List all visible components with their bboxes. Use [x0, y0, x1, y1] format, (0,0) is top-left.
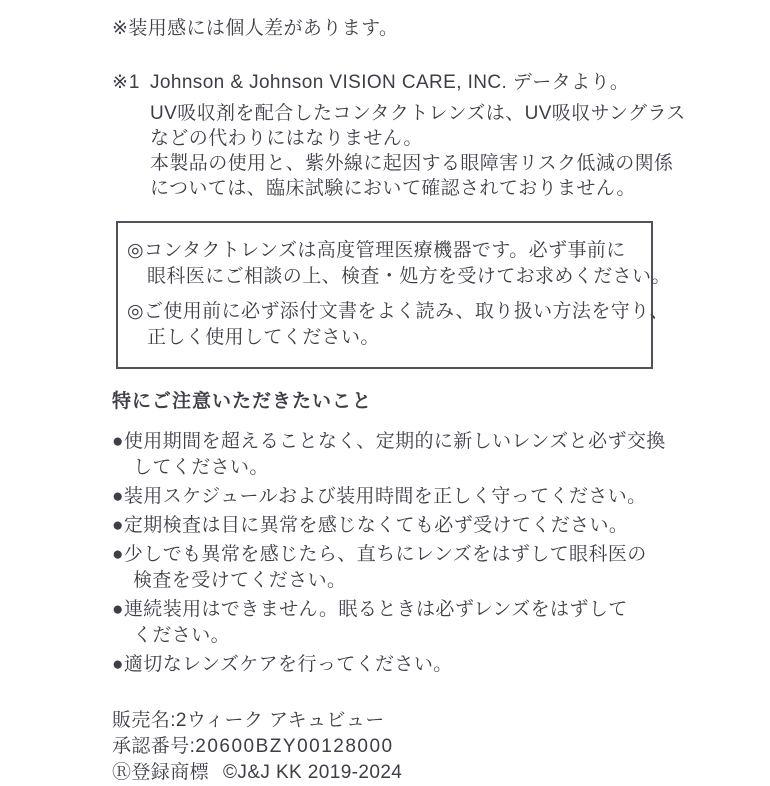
list-item: [112, 652, 672, 678]
double-circle-icon: ◎: [127, 301, 144, 322]
fit-variance-note: [112, 16, 672, 41]
uv-note-line-3: などの代わりにはなりません。: [150, 128, 423, 149]
uv-note-line-5: については、臨床試験において確認されておりません。: [150, 178, 636, 199]
list-item: [112, 513, 672, 539]
notice-item-2-line-2: 正しく使用してください。: [147, 327, 380, 348]
copyright-text: J&J KK 2019-2024: [237, 762, 403, 783]
caution-6-line-1: [112, 652, 672, 678]
double-circle-icon: ◎: [127, 240, 144, 261]
notice-item-1-line-1: [127, 238, 643, 264]
notice-item-1-text: コンタクトレンズは高度管理医療機器です。必ず事前に: [143, 240, 626, 261]
notice-box-item-2: [127, 299, 669, 351]
disclaimer-document: [112, 16, 686, 786]
product-name-value: 2ウィーク アキュビュー: [175, 710, 385, 731]
reference-mark: ※: [112, 18, 129, 39]
uv-note-line-4: 本製品の使用と、紫外線に起因する眼障害リスク低減の関係: [150, 153, 674, 174]
caution-1-line-2: してください。: [133, 457, 269, 478]
product-name-label: 販売名:: [112, 710, 176, 731]
caution-3-text: 定期検査は目に異常を感じなくても必ず受けてください。: [123, 515, 629, 536]
list-item: [112, 542, 672, 594]
uv-data-note: [112, 70, 686, 201]
cautions-heading: 特にご注意いただきたいこと: [112, 391, 373, 412]
bullet-icon: ●: [112, 486, 124, 507]
cautions-list: [112, 429, 672, 678]
caution-2-text: 装用スケジュールおよび装用時間を正しく守ってください。: [123, 486, 647, 507]
bullet-icon: ●: [112, 599, 124, 620]
medical-device-notice-box: [116, 221, 671, 369]
approval-number-line: [112, 734, 672, 760]
product-name-line: [112, 708, 672, 734]
caution-5-text: 連続装用はできません。眠るときは必ずレンズをはずして: [123, 599, 628, 620]
list-item: [112, 429, 672, 481]
approval-number-value: 20600BZY00128000: [195, 736, 394, 757]
caution-1-text: 使用期間を超えることなく、定期的に新しいレンズと必ず交換: [123, 431, 666, 452]
trademark-line: [112, 760, 672, 786]
bullet-icon: ●: [112, 544, 124, 565]
registered-trademark-text: 登録商標: [131, 762, 210, 783]
uv-note-source-text: Johnson & Johnson VISION CARE, INC. データより。: [150, 72, 630, 93]
caution-4-line-1: [112, 542, 672, 568]
caution-5-line-2: ください。: [133, 625, 231, 646]
uv-note-line-2: UV吸収剤を配合したコンタクトレンズは、UV吸収サングラス: [150, 103, 686, 124]
caution-5-line-1: [112, 597, 672, 623]
fit-variance-note-text: 装用感には個人差があります。: [128, 18, 399, 39]
caution-2-line-1: [112, 484, 672, 510]
uv-note-line-1: [112, 70, 672, 95]
bullet-icon: ●: [112, 431, 124, 452]
caution-6-text: 適切なレンズケアを行ってください。: [123, 654, 453, 675]
notice-item-2-line-1: [127, 299, 669, 325]
registered-trademark-symbol: Ⓡ: [112, 762, 132, 783]
copyright-symbol: ©: [223, 762, 238, 783]
list-item: [112, 597, 672, 649]
caution-4-line-2: 検査を受けてください。: [133, 570, 347, 591]
approval-number-label: 承認番号:: [112, 736, 196, 757]
bullet-icon: ●: [112, 654, 124, 675]
notice-item-1-line-2: 眼科医にご相談の上、検査・処方を受けてお求めください。: [147, 266, 671, 287]
caution-4-text: 少しでも異常を感じたら、直ちにレンズをはずして眼科医の: [123, 544, 647, 565]
notice-box-item-1: [127, 238, 671, 290]
reference-mark-1: ※1: [112, 72, 141, 93]
list-item: [112, 484, 672, 510]
caution-1-line-1: [112, 429, 672, 455]
bullet-icon: ●: [112, 515, 124, 536]
footer: [112, 708, 672, 786]
caution-3-line-1: [112, 513, 672, 539]
notice-item-2-text: ご使用前に必ず添付文書をよく読み、取り扱い方法を守り、: [143, 301, 669, 322]
